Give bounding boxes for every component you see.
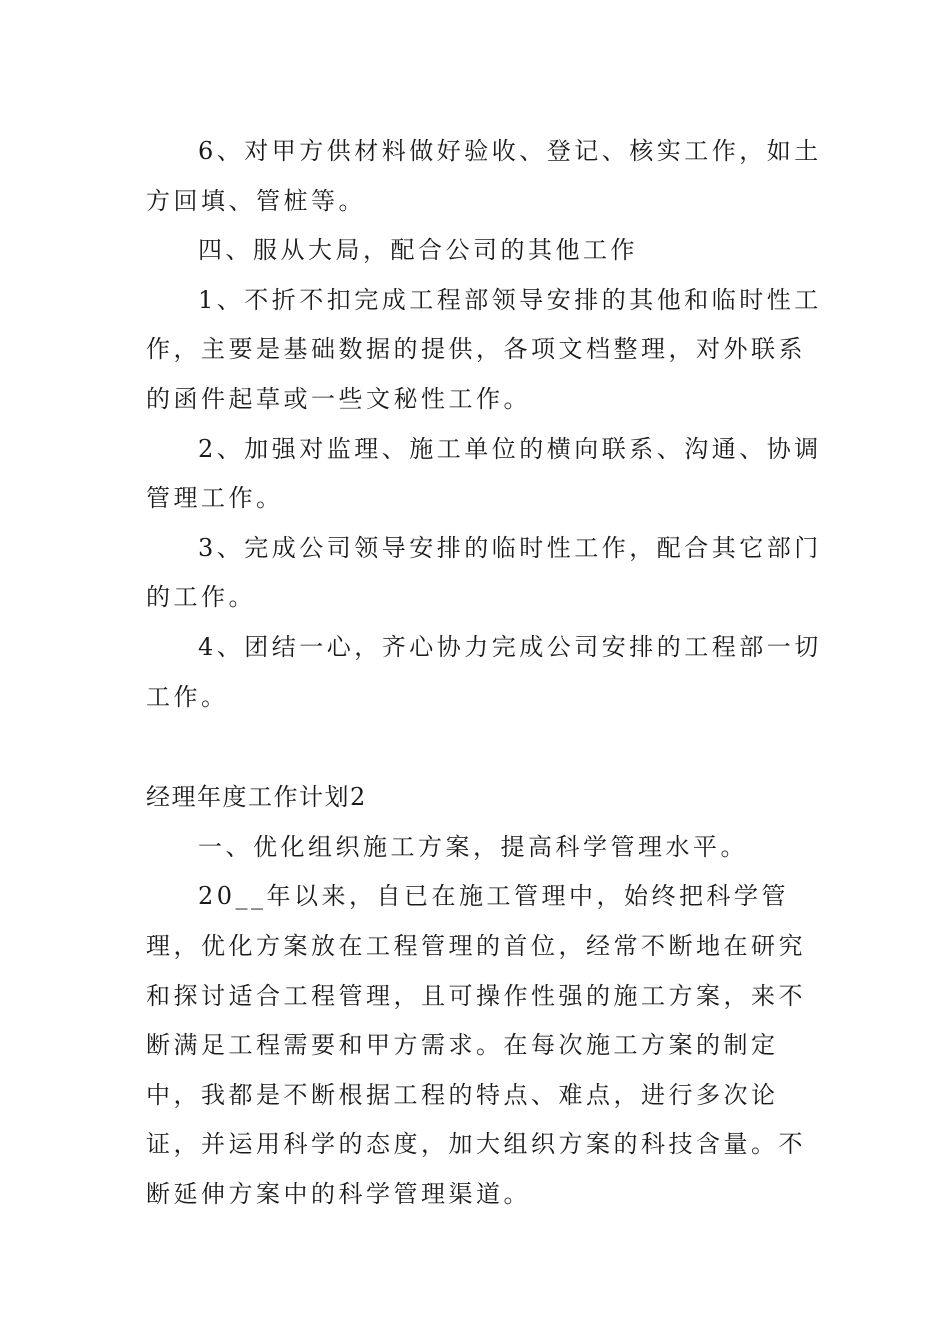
paragraph-item-1: 1、不折不扣完成工程部领导安排的其他和临时性工作，主要是基础数据的提供，各项文档整理，对外联系的函件起草或一些文秘性工作。 xyxy=(146,285,822,413)
heading-optimize-plan: 一、优化组织施工方案，提高科学管理水平。 xyxy=(198,832,748,861)
paragraph-item-4: 4、团结一心，齐心协力完成公司安排的工程部一切工作。 xyxy=(146,632,822,711)
paragraph-item-2: 2、加强对监理、施工单位的横向联系、沟通、协调管理工作。 xyxy=(146,434,822,513)
paragraph-item-3: 3、完成公司领导安排的临时性工作，配合其它部门的工作。 xyxy=(146,533,822,612)
paragraph-management-summary: 20__年以来，自已在施工管理中，始终把科学管理，优化方案放在工程管理的首位，经常不断地在研究和探讨适合工程管理，且可操作性强的施工方案，来不断满足工程需要和甲方需求。在每次施工方案的制定中，我都是不断根据工程的特点、难点，进行多次论证，并运用科学的态度，加大组织方案的科技含量。不断延伸方案中的科学管理渠道。 xyxy=(146,882,806,1208)
heading-section-four: 四、服从大局，配合公司的其他工作 xyxy=(198,236,638,265)
paragraph-materials-acceptance: 6、对甲方供材料做好验收、登记、核实工作，如土方回填、管桩等。 xyxy=(146,137,822,215)
section-title: 经理年度工作计划2 xyxy=(146,783,367,812)
document-page xyxy=(146,127,826,1219)
